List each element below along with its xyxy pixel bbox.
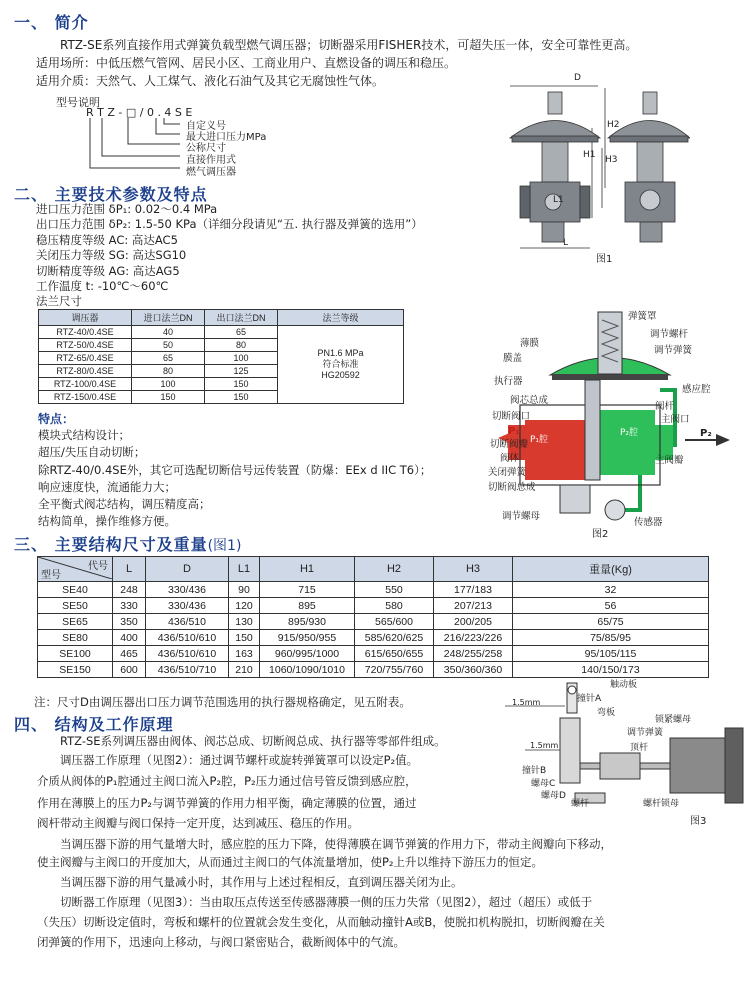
table-cell: 330/436 <box>146 582 229 598</box>
param-item: 出口压力范围 δP₂: 1.5-50 KPa（详细分段请见“五. 执行器及弹簧的选用”） <box>36 217 423 232</box>
table-cell: 40 <box>132 326 205 339</box>
fig2-label: 切断阀口 <box>492 411 531 422</box>
table-cell: 585/620/625 <box>355 630 434 646</box>
table-cell: 465 <box>113 646 146 662</box>
table-cell: 95/105/115 <box>513 646 709 662</box>
table-row <box>38 630 709 646</box>
feature-item: 除RTZ-40/0.4SE外，其它可选配切断信号远传装置（防爆：EEx d IIC T6）； <box>38 462 432 477</box>
table-cell: 65 <box>205 326 278 339</box>
grade-line: 符合标准 <box>322 359 359 369</box>
table-cell: 163 <box>229 646 260 662</box>
dim-header: D <box>146 557 229 582</box>
table-cell: RTZ-80/0.4SE <box>39 365 132 378</box>
param-item: 稳压精度等级 AC: 高达AC5 <box>36 232 178 247</box>
fig2-label: 膜盖 <box>503 353 523 364</box>
fig2-p2: P₂ <box>700 428 712 439</box>
fig3-label: 螺母D <box>541 791 566 801</box>
dim-header: L <box>113 557 146 582</box>
table-cell: 80 <box>205 339 278 352</box>
flange-header: 法兰等级 <box>278 310 404 326</box>
table-cell: 565/600 <box>355 614 434 630</box>
model-diagram-lines <box>80 116 190 186</box>
flange-header: 出口法兰DN <box>205 310 278 326</box>
corner-bottom: 型号 <box>41 570 61 581</box>
table-cell: 330 <box>113 598 146 614</box>
table-cell: SE40 <box>38 582 113 598</box>
section3-title: 三、 主要结构尺寸及重量 <box>14 535 208 554</box>
feature-item: 结构简单，操作维修方便。 <box>38 514 176 529</box>
table-cell: 350 <box>113 614 146 630</box>
principle-text: 当调压器下游的用气量增大时，感应腔的压力下降，使得薄膜在调节弹簧的作用力下，带动主阀瓣向下移动， <box>60 837 612 851</box>
table-cell: 216/223/226 <box>434 630 513 646</box>
table-note: 注：尺寸D由调压器出口压力调节范围选用的执行器规格确定，见五附表。 <box>34 695 411 709</box>
fig3-label: 撞针A <box>577 694 602 704</box>
table-row <box>38 662 709 678</box>
table-cell: 100 <box>132 378 205 391</box>
fig3-label: 触动板 <box>610 680 638 690</box>
principle-text: 调压器工作原理（见图2）：通过调节螺杆或旋转弹簧罩可以设定P₂值。 <box>60 753 419 767</box>
table-cell: RTZ-40/0.4SE <box>39 326 132 339</box>
fig2-caption: 图2 <box>592 529 609 540</box>
table-cell: 1060/1090/1010 <box>260 662 355 678</box>
table-cell: 90 <box>229 582 260 598</box>
table-cell: 615/650/655 <box>355 646 434 662</box>
table-cell: 210 <box>229 662 260 678</box>
flange-table <box>38 309 404 404</box>
flange-header: 进口法兰DN <box>132 310 205 326</box>
table-cell: 140/150/173 <box>513 662 709 678</box>
section3-title-wrap <box>14 532 241 555</box>
table-cell: 120 <box>229 598 260 614</box>
principle-text: 作用在薄膜上的压力P₂与调节弹簧的作用力相平衡，确定薄膜的位置，通过 <box>37 796 417 810</box>
fig1-label: H1 <box>583 150 596 160</box>
fig2-label: 调节弹簧 <box>654 345 693 356</box>
param-list <box>36 202 423 310</box>
table-cell: 895 <box>260 598 355 614</box>
model-item: 燃气调压器 <box>186 167 236 178</box>
table-cell: 600 <box>113 662 146 678</box>
table-cell: 436/510/610 <box>146 630 229 646</box>
table-cell: 32 <box>513 582 709 598</box>
table-cell: 125 <box>205 365 278 378</box>
principle-text: 介质从阀体的P₁腔通过主阀口流入P₂腔，P₂压力通过信号管反馈到感应腔， <box>37 774 417 788</box>
principle-text: 阀杆带动主阀瓣与阀口保持一定开度，达到减压、稳压的作用。 <box>37 816 359 830</box>
table-cell: 915/950/955 <box>260 630 355 646</box>
table-cell: 65 <box>132 352 205 365</box>
table-cell: 80 <box>132 365 205 378</box>
dim-header: H1 <box>260 557 355 582</box>
table-cell: 100 <box>205 352 278 365</box>
table-cell: 350/360/360 <box>434 662 513 678</box>
fig1-label: H2 <box>607 120 620 130</box>
corner-header <box>38 557 113 582</box>
figure1-drawing <box>490 78 690 253</box>
principle-text: 使主阀瓣与主阀口的开度加大，从而通过主阀口的气体流量增加，使P₂上升以维持下游压力的恒定。 <box>37 855 544 869</box>
table-row <box>39 326 404 339</box>
table-cell: 50 <box>132 339 205 352</box>
corner-top: 代号 <box>88 561 108 572</box>
dim-header: L1 <box>229 557 260 582</box>
section2-title: 二、 主要技术参数及特点 <box>14 185 208 204</box>
table-cell: SE150 <box>38 662 113 678</box>
fig3-dim: 1.5mm <box>530 741 559 750</box>
table-cell: 150 <box>205 378 278 391</box>
table-cell: 550 <box>355 582 434 598</box>
table-cell: SE65 <box>38 614 113 630</box>
table-cell: 248 <box>113 582 146 598</box>
fig2-label: 阀体 <box>500 453 520 464</box>
table-cell: RTZ-100/0.4SE <box>39 378 132 391</box>
param-item: 进口压力范围 δP₁: 0.02～0.4 MPa <box>36 202 218 216</box>
fig2-label: 切断阀总成 <box>488 482 536 493</box>
fig2-label: 阀芯总成 <box>510 395 549 406</box>
feature-item: 响应速度快，流通能力大； <box>38 479 176 494</box>
table-cell: RTZ-150/0.4SE <box>39 391 132 404</box>
fig2-p2c: P₂腔 <box>620 428 639 438</box>
fig3-label: 调节弹簧 <box>627 728 664 738</box>
grade-line: PN1.6 MPa <box>317 348 364 358</box>
table-row <box>38 598 709 614</box>
fig3-caption: 图3 <box>690 816 707 827</box>
grade-line: HG20592 <box>321 370 360 380</box>
fig2-label: 主阀口 <box>661 414 690 425</box>
table-cell: 720/755/760 <box>355 662 434 678</box>
fig3-label: 螺杆锁母 <box>643 799 680 809</box>
param-item: 关闭压力等级 SG: 高达SG10 <box>36 248 187 263</box>
model-item: 直接作用式 <box>186 155 236 166</box>
model-code: R T Z - □ / 0 . 4 S E <box>86 106 193 119</box>
fig2-label: 阀杆 <box>655 401 675 412</box>
fig1-label: H3 <box>605 155 618 165</box>
fig2-p1c: P₁腔 <box>530 435 549 445</box>
fig1-label: D <box>574 73 581 83</box>
fig2-label: 感应腔 <box>682 384 711 395</box>
table-cell: SE80 <box>38 630 113 646</box>
feature-item: 全平衡式阀芯结构，调压精度高； <box>38 497 211 512</box>
fig2-label: 执行器 <box>494 376 523 387</box>
table-cell: 895/930 <box>260 614 355 630</box>
fig2-label: 薄膜 <box>520 338 540 349</box>
table-cell: 436/510 <box>146 614 229 630</box>
fig2-label: 传感器 <box>634 517 663 528</box>
model-item: 最大进口压力MPa <box>186 132 267 143</box>
fig1-label: L <box>563 238 569 248</box>
fig2-label: 切断阀瓣 <box>490 439 529 450</box>
table-row <box>38 582 709 598</box>
model-item: 公称尺寸 <box>186 143 226 154</box>
table-cell: 960/995/1000 <box>260 646 355 662</box>
table-cell: 150 <box>229 630 260 646</box>
section1-title: 一、 简介 <box>14 13 89 32</box>
table-cell: 580 <box>355 598 434 614</box>
principle-text: 闭弹簧的作用下，迅速向上移动，与阀口紧密贴合，截断阀体中的气流。 <box>37 935 405 949</box>
principle-text: 切断器工作原理（见图3）：当由取压点传送至传感器薄膜一侧的压力失常（见图2），超过（超压）或低于 <box>60 895 593 909</box>
table-row <box>38 646 709 662</box>
fig2-p1: P₁ <box>508 426 520 437</box>
table-cell: 56 <box>513 598 709 614</box>
fig3-label: 撞针B <box>522 766 547 776</box>
features-title: 特点： <box>38 412 75 426</box>
media-text: 适用介质：天然气、人工煤气、液化石油气及其它无腐蚀性气体。 <box>36 74 385 88</box>
regulator-left <box>510 92 600 242</box>
table-cell: 75/85/95 <box>513 630 709 646</box>
fig3-label: 锁紧螺母 <box>655 715 692 725</box>
dim-header: 重量(Kg) <box>513 557 709 582</box>
table-cell: 200/205 <box>434 614 513 630</box>
table-cell: 177/183 <box>434 582 513 598</box>
table-cell: SE100 <box>38 646 113 662</box>
dim-header: H3 <box>434 557 513 582</box>
fig1-caption: 图1 <box>596 254 613 265</box>
intro-text: RTZ-SE系列直接作用式弹簧负载型燃气调压器；切断器采用FISHER技术，可超失压一体，安全可靠性更高。 <box>60 38 638 52</box>
table-cell: 150 <box>205 391 278 404</box>
principle-text: RTZ-SE系列调压器由阀体、阀芯总成、切断阀总成、执行器等零部件组成。 <box>60 734 446 748</box>
section3-title-suffix: (图1) <box>207 538 242 554</box>
param-item: 法兰尺寸 <box>36 294 82 309</box>
fig3-label: 螺母C <box>531 779 556 789</box>
table-cell: 150 <box>132 391 205 404</box>
section4-title: 四、 结构及工作原理 <box>14 715 174 734</box>
table-cell: 248/255/258 <box>434 646 513 662</box>
principle-text: （失压）切断设定值时，弯板和螺杆的位置就会发生变化，从而触动撞针A或B，使脱扣机构脱扣，切断阀瓣在关 <box>37 915 605 929</box>
fig3-label: 螺杆 <box>571 799 590 809</box>
dim-header: H2 <box>355 557 434 582</box>
principle-text: 当调压器下游的用气量减小时，其作用与上述过程相反，直到调压器关闭为止。 <box>60 875 463 889</box>
table-cell: RTZ-50/0.4SE <box>39 339 132 352</box>
table-row <box>38 614 709 630</box>
features-list <box>38 427 431 531</box>
usage-text: 适用场所：中低压燃气管网、居民小区、工商业用户、直燃设备的调压和稳压。 <box>36 56 457 70</box>
fig2-label: 弹簧罩 <box>628 311 657 322</box>
model-title: 型号说明 <box>56 96 100 109</box>
fig3-label: 顶杆 <box>630 743 649 753</box>
table-cell: RTZ-65/0.4SE <box>39 352 132 365</box>
feature-item: 模块式结构设计； <box>38 428 130 442</box>
flange-grade <box>278 326 404 404</box>
param-item: 工作温度 t: -10℃～60℃ <box>36 279 169 294</box>
fig1-label: L1 <box>553 195 564 205</box>
fig3-label: 弯板 <box>597 708 616 718</box>
table-cell: 330/436 <box>146 598 229 614</box>
fig2-label: 关闭弹簧 <box>488 467 527 478</box>
fig2-label: 调节螺母 <box>502 511 541 522</box>
param-item: 切断精度等级 AG: 高达AG5 <box>36 263 180 278</box>
table-cell: 436/510/710 <box>146 662 229 678</box>
fig2-label: 主阀瓣 <box>655 455 684 466</box>
table-cell: SE50 <box>38 598 113 614</box>
table-cell: 130 <box>229 614 260 630</box>
table-cell: 715 <box>260 582 355 598</box>
table-cell: 65/75 <box>513 614 709 630</box>
table-cell: 436/510/610 <box>146 646 229 662</box>
model-item: 自定义号 <box>186 121 226 132</box>
table-cell: 400 <box>113 630 146 646</box>
regulator-right <box>608 92 690 242</box>
flange-header: 调压器 <box>39 310 132 326</box>
fig3-dim: 1.5mm <box>512 698 541 707</box>
fig2-label: 调节螺杆 <box>650 329 689 340</box>
dimension-table <box>37 556 709 678</box>
table-cell: 207/213 <box>434 598 513 614</box>
feature-item: 超压/失压自动切断； <box>38 445 146 460</box>
